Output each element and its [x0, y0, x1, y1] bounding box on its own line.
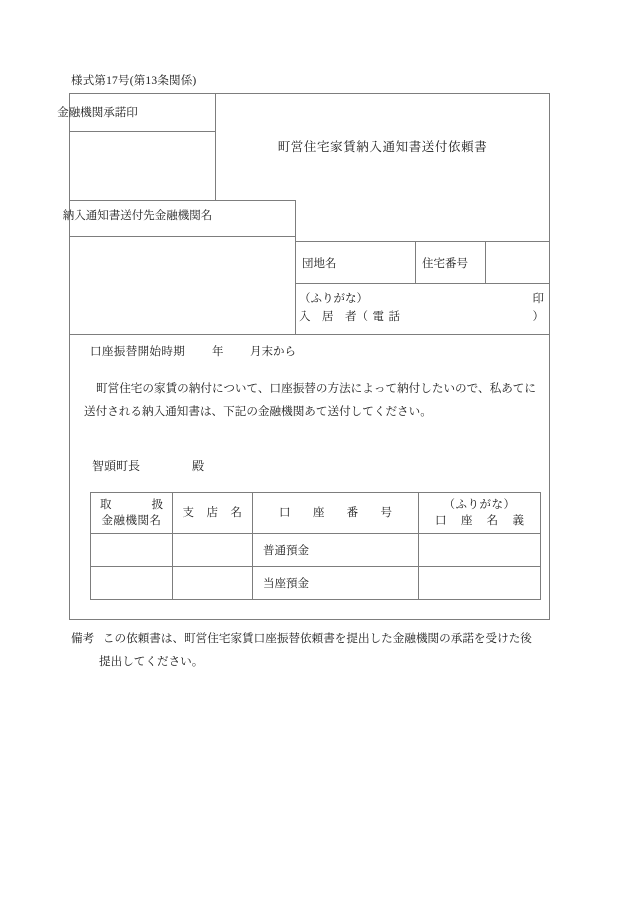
page-title: 町営住宅家賃納入通知書送付依頼書 [277, 140, 488, 154]
cell-account-type-2: 当座預金 [253, 567, 419, 600]
rule-estate-right [415, 241, 416, 283]
header-branch-label: 支 店 名 [182, 506, 243, 519]
remarks-note [71, 628, 549, 673]
transfer-start-label: 口座振替開始時期 [90, 346, 186, 358]
cell-institution-2[interactable] [91, 567, 173, 600]
resident-label: 入 居 者 [299, 310, 357, 323]
rule-sendbank-right [295, 200, 296, 334]
cell-holder-1[interactable] [419, 534, 541, 567]
header-holder [419, 493, 541, 534]
remarks-label: 備考 [71, 632, 95, 645]
header-institution-line2: 金融機関名 [101, 515, 162, 527]
rule-estate-top [295, 241, 549, 242]
remarks-line-2: 提出してください。 [99, 654, 204, 668]
table-row [91, 567, 541, 600]
remarks-line-1 [71, 628, 549, 651]
form-number: 様式第17号(第13条関係) [71, 75, 197, 87]
rule-estate-bottom [295, 283, 549, 284]
cell-branch-2[interactable] [173, 567, 253, 600]
rule-house-right [485, 241, 486, 283]
house-number-label: 住宅番号 [422, 258, 468, 270]
resident-block [299, 291, 544, 327]
addressee [92, 457, 204, 474]
send-bank-label: 納入通知書送付先金融機関名 [62, 210, 213, 222]
header-account-number-label: 口 座 番 号 [279, 506, 392, 519]
cell-account-type-1: 普通預金 [253, 534, 419, 567]
phone-label: （電話 [356, 310, 405, 323]
rule-sendbank-bottom [70, 236, 295, 237]
table-header-row [91, 493, 541, 534]
transfer-month-label: 月末から [250, 346, 296, 358]
header-institution [91, 493, 173, 534]
rule-sendbank-top [70, 200, 295, 201]
furigana-label: （ふりがな） [299, 293, 368, 305]
remarks-text-1: この依頼書は、町営住宅家賃口座振替依頼書を提出した金融機関の承諾を受けた後 [102, 632, 532, 645]
bank-account-table [90, 492, 541, 600]
resident-row [299, 309, 544, 327]
honorific-label: 殿 [192, 459, 205, 473]
header-holder-line1: （ふりがな） [443, 498, 516, 511]
cell-institution-1[interactable] [91, 534, 173, 567]
phone-close-paren: ） [532, 310, 544, 323]
seal-label: 印 [532, 293, 544, 305]
estate-label: 団地名 [302, 258, 337, 270]
header-institution-line1: 取 扱 [100, 498, 163, 511]
header-holder-line2: 口 座 名 義 [435, 515, 524, 527]
cell-holder-2[interactable] [419, 567, 541, 600]
header-branch [173, 493, 253, 534]
body-paragraph: 町営住宅の家賃の納付について、口座振替の方法によって納付したいので、私あてに送付される納入通知書は、下記の金融機関あて送付してください。 [84, 382, 536, 418]
rule-info-bottom [70, 334, 549, 335]
cell-branch-1[interactable] [173, 534, 253, 567]
rule-stamp-bottom [70, 131, 215, 132]
transfer-year-label: 年 [212, 346, 224, 358]
table-row [91, 534, 541, 567]
furigana-row [299, 291, 544, 309]
mayor-label: 智頭町長 [92, 459, 141, 473]
header-account-number [253, 493, 419, 534]
stamp-label: 金融機関承諾印 [57, 107, 138, 119]
